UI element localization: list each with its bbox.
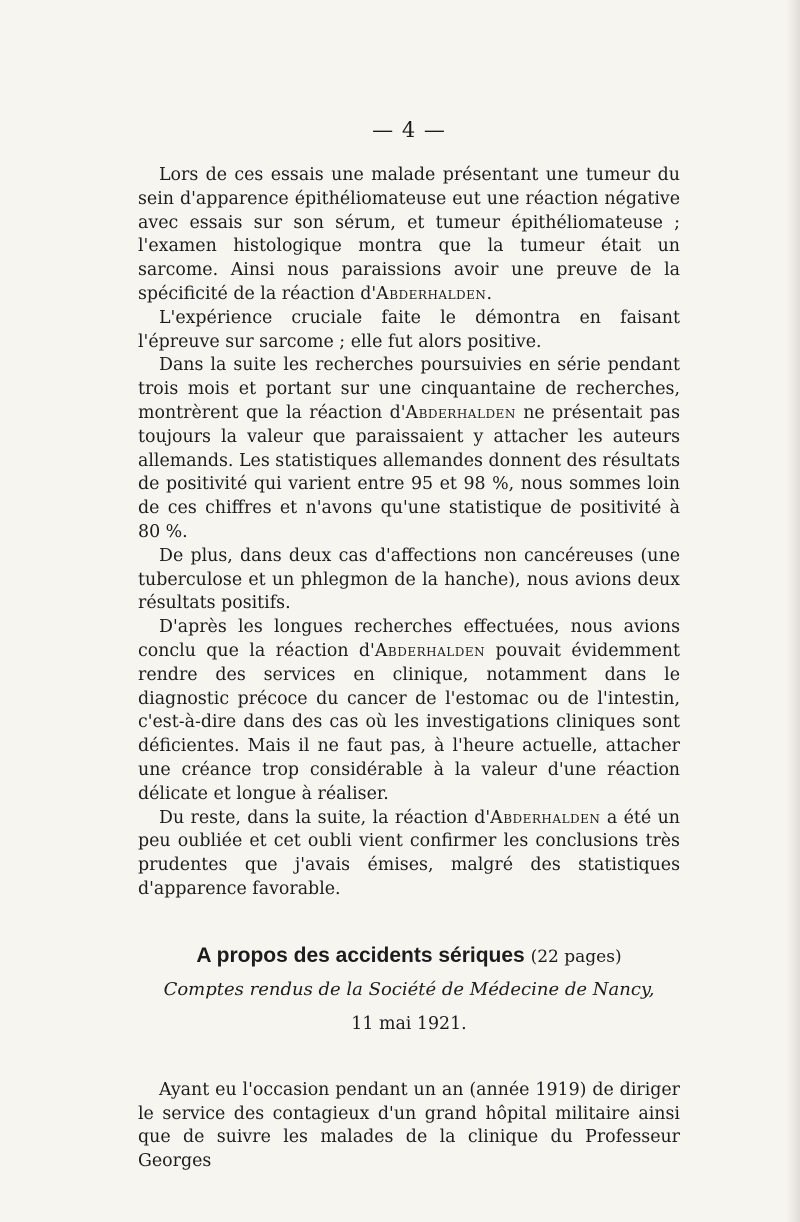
paragraph-6-end: a été un peu oubliée et cet oubli vient confirmer les conclusions très prudentes que j'avais émises, malgré des statistiques d'apparence favorable.: [138, 807, 680, 899]
author-name: Abderhalden: [490, 807, 601, 828]
paragraph-6: [138, 807, 680, 902]
author-name: Abderhalden: [376, 283, 487, 304]
page-number: — 4 —: [372, 118, 446, 142]
section-title: A propos des accidents sériques: [196, 943, 525, 967]
paragraph-3: [138, 354, 680, 544]
section-date: 11 mai 1921.: [351, 1013, 467, 1034]
paragraph-1-text: Lors de ces essais une malade présentant une tumeur du sein d'apparence épithéliomateuse eut une réaction négative avec essais sur son sérum, et tumeur épithéliomateuse ; l'examen histologique montra que la tumeur était un sarcome. Ainsi nous paraissions avoir une preuve de la spécificité de la réaction d': [138, 165, 680, 304]
paragraph-6-text: Du reste, dans la suite, la réaction d': [159, 807, 491, 828]
section-source: Comptes rendus de la Société de Médecine de Nancy,: [163, 978, 655, 1000]
paragraph-5: [138, 616, 680, 806]
paragraph-2: L'expérience cruciale faite le démontra en faisant l'épreuve sur sarcome ; elle fut alors positive.: [138, 307, 680, 352]
author-name: Abderhalden: [405, 402, 516, 423]
paragraph-5-text: D'après les longues recherches effectuées, nous avions conclu que la réaction d': [138, 617, 680, 661]
page-edge-shadow: [786, 0, 800, 1222]
paragraph-4: De plus, dans deux cas d'affections non cancéreuses (une tuberculose et un phlegmon de la hanche), nous avions deux résultats positifs.: [138, 545, 680, 614]
section-spacer: [138, 1037, 680, 1079]
document-page: [138, 118, 680, 1174]
section-heading: [138, 942, 680, 971]
section-page-count: (22 pages): [530, 946, 622, 967]
paragraph-5-end: pouvait évidemment rendre des services en clinique, notamment dans le diagnostic précoce du cancer de l'estomac ou de l'intestin, c'est-à-dire dans des cas où les investigations cliniques sont déficientes. Mais il ne faut pas, à l'heure actuelle, attacher une créance trop considérable à la valeur d'une réaction délicate et longue à réaliser.: [138, 640, 680, 804]
final-paragraph: Ayant eu l'occasion pendant un an (année 1919) de diriger le service des contagieux d'un grand hôpital militaire ainsi que de suivre les malades de la clinique du Professeur Georges: [138, 1079, 680, 1172]
author-name: Abderhalden: [374, 640, 486, 661]
paragraph-3-end: ne présentait pas toujours la valeur que paraissaient y attacher les auteurs allemands. Les statistiques allemandes donnent des résultats de positivité qui varient entre 95 et 98 %, nous sommes loin de ces chiffres et n'avons qu'une statistique de positivité à 80 %.: [138, 402, 681, 542]
paragraph-1-end: .: [486, 283, 492, 304]
paragraph-1: [138, 164, 680, 307]
paragraph-3-text: Dans la suite les recherches poursuivies en série pendant trois mois et portant sur une cinquantaine de recherches, montrèrent que la réaction d': [138, 355, 680, 423]
